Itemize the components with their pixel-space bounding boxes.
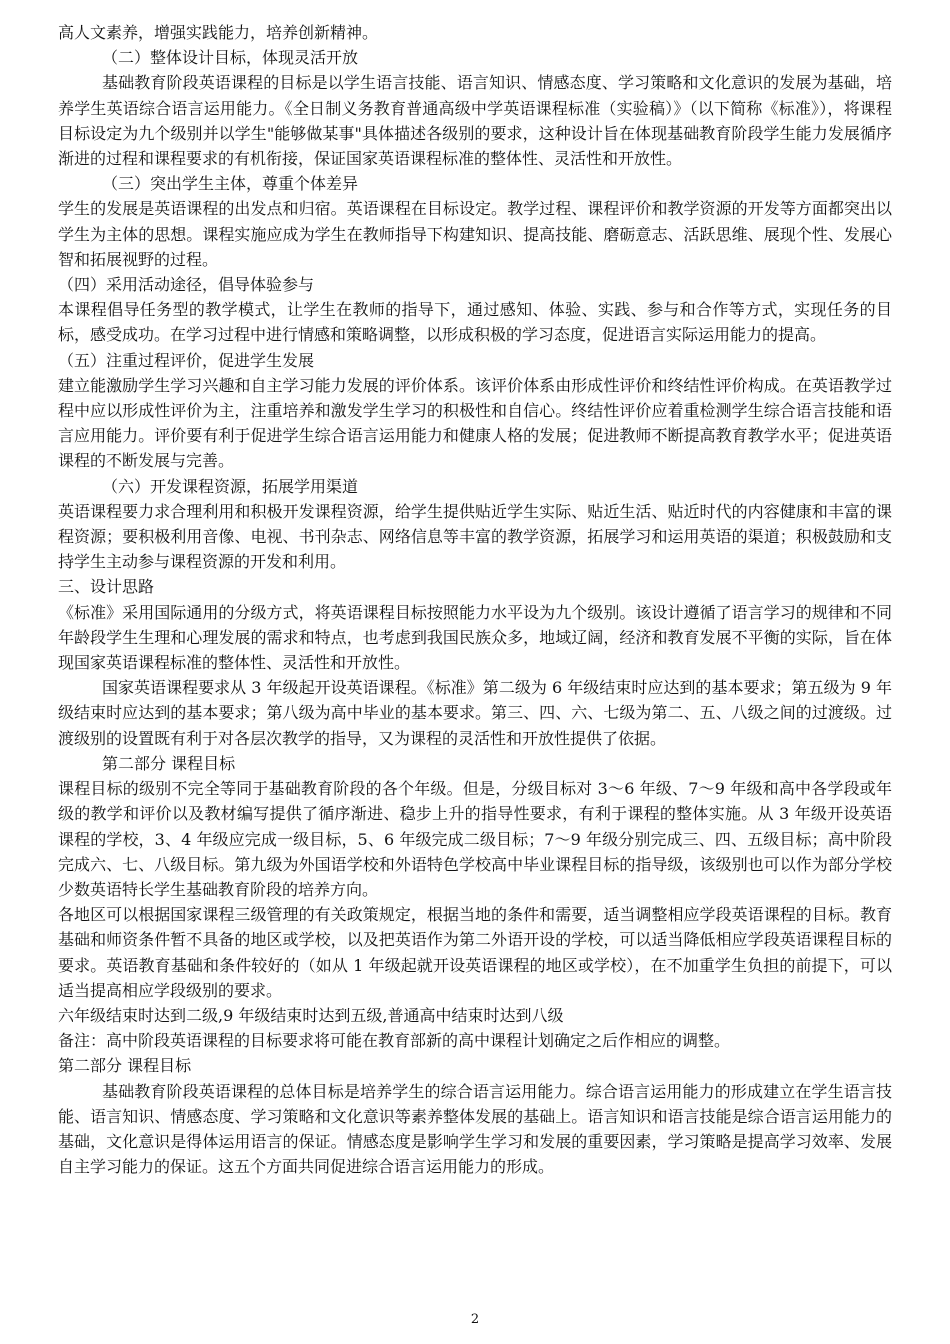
part-heading-course-goals: 第二部分 课程目标 bbox=[102, 753, 236, 773]
section-heading-overall-design: （二）整体设计目标，体现灵活开放 bbox=[102, 48, 359, 68]
paragraph-17: 六年级结束时达到二级,9 年级结束时达到五级,普通高中结束时达到八级 bbox=[58, 1005, 564, 1025]
section-heading-student-subject: （三）突出学生主体，尊重个体差异 bbox=[102, 174, 359, 194]
paragraph-20: 基础教育阶段英语课程的总体目标是培养学生的综合语言运用能力。综合语言运用能力的形成建立在学生语言技能、语言知识、情感态度、学习策略和文化意识等素养整体发展的基础上。语言知识和语言技能是综合语言运用能力的基础，文化意识是得体运用语言的保证。情感态度是影响学生学习和发展的重要因素，学习策略是提高学习效率、发展自主学习能力的保证。这五个方面共同促进综合语言运用能力的形成。 bbox=[58, 1081, 892, 1177]
paragraph-15: 课程目标的级别不完全等同于基础教育阶段的各个年级。但是，分级目标对 3～6 年级、7～9 年级和高中各学段或年级的教学和评价以及教材编写提供了循序渐进、稳步上升的指导性要求，有利于课程的整体实施。从 3 年级开设英语课程的学校，3、4 年级应完成一级目标，5、6 年级完成二级目标；7～9 年级分别完成三、四、五级目标；高中阶段完成六、七、八级目标。第九级为外国语学校和外语特色学校高中毕业课程目标的指导级，该级别也可以作为部分学校少数英语特长学生基础教育阶段的培养方向。 bbox=[58, 779, 892, 899]
note-paragraph: 备注：高中阶段英语课程的目标要求将可能在教育部新的高中课程计划确定之后作相应的调整。 bbox=[58, 1031, 731, 1051]
section-heading-course-resources: （六）开发课程资源，拓展学用渠道 bbox=[102, 476, 359, 496]
paragraph-6: 本课程倡导任务型的教学模式，让学生在教师的指导下，通过感知、体验、实践、参与和合作等方式，实现任务的目标，感受成功。在学习过程中进行情感和策略调整，以形成积极的学习态度，促进语言实际运用能力的提高。 bbox=[58, 300, 892, 345]
paragraph-2: 基础教育阶段英语课程的目标是以学生语言技能、语言知识、情感态度、学习策略和文化意识的发展为基础，培养学生英语综合语言运用能力。《全日制义务教育普通高级中学英语课程标准（实验稿）》（以下简称《标准》），将课程目标设定为九个级别并以学生"能够做某事"具体描述各级别的要求，这种设计旨在体现基础教育阶段学生能力发展循序渐进的过程和课程要求的有机衔接，保证国家英语课程标准的整体性、灵活性和开放性。 bbox=[58, 73, 892, 169]
part-heading-course-goals-2: 第二部分 课程目标 bbox=[58, 1056, 192, 1076]
section-heading-process-evaluation: （五）注重过程评价，促进学生发展 bbox=[58, 350, 315, 370]
paragraph-0: 高人文素养，增强实践能力，培养创新精神。 bbox=[58, 23, 379, 42]
paragraph-10: 英语课程要力求合理利用和积极开发课程资源，给学生提供贴近学生实际、贴近生活、贴近时代的内容健康和丰富的课程资源；要积极利用音像、电视、书刊杂志、网络信息等丰富的教学资源，拓展学习和运用英语的渠道；积极鼓励和支持学生主动参与课程资源的开发和利用。 bbox=[58, 501, 892, 572]
page-number: 2 bbox=[470, 1312, 480, 1327]
paragraph-4: 学生的发展是英语课程的出发点和归宿。英语课程在目标设定。教学过程、课程评价和教学资源的开发等方面都突出以学生为主体的思想。课程实施应成为学生在教师指导下构建知识、提高技能、磨砺意志、活跃思维、展现个性、发展心智和拓展视野的过程。 bbox=[58, 199, 892, 269]
paragraph-8: 建立能激励学生学习兴趣和自主学习能力发展的评价体系。该评价体系由形成性评价和终结性评价构成。在英语教学过程中应以形成性评价为主，注重培养和激发学生学习的积极性和自信心。终结性评价应着重检测学生综合语言技能和语言应用能力。评价要有利于促进学生综合语言运用能力和健康人格的发展；促进教师不断提高教育教学水平；促进英语课程的不断发展与完善。 bbox=[58, 375, 892, 471]
paragraph-13: 国家英语课程要求从 3 年级起开设英语课程。《标准》第二级为 6 年级结束时应达到的基本要求；第五级为 9 年级结束时应达到的基本要求；第八级为高中毕业的基本要求。第三、四、六、七级为第二、五、八级之间的过渡级。过渡级别的设置既有利于对各层次教学的指导，又为课程的灵活性和开放性提供了依据。 bbox=[58, 678, 892, 748]
section-heading-design-ideas: 三、设计思路 bbox=[58, 577, 155, 597]
paragraph-12: 《标准》采用国际通用的分级方式，将英语课程目标按照能力水平设为九个级别。该设计遵循了语言学习的规律和不同年龄段学生生理和心理发展的需求和特点，也考虑到我国民族众多，地域辽阔，经济和教育发展不平衡的实际，旨在体现国家英语课程标准的整体性、灵活性和开放性。 bbox=[58, 602, 892, 673]
paragraph-16: 各地区可以根据国家课程三级管理的有关政策规定，根据当地的条件和需要，适当调整相应学段英语课程的目标。教育基础和师资条件暂不具备的地区或学校，以及把英语作为第二外语开设的学校，可以适当降低相应学段英语课程目标的要求。英语教育基础和条件较好的（如从 1 年级起就开设英语课程的地区或学校），在不加重学生负担的前提下，可以适当提高相应学段级别的要求。 bbox=[58, 905, 892, 1000]
section-heading-activity: （四）采用活动途径，倡导体验参与 bbox=[58, 275, 315, 295]
document-body bbox=[58, 20, 892, 1179]
